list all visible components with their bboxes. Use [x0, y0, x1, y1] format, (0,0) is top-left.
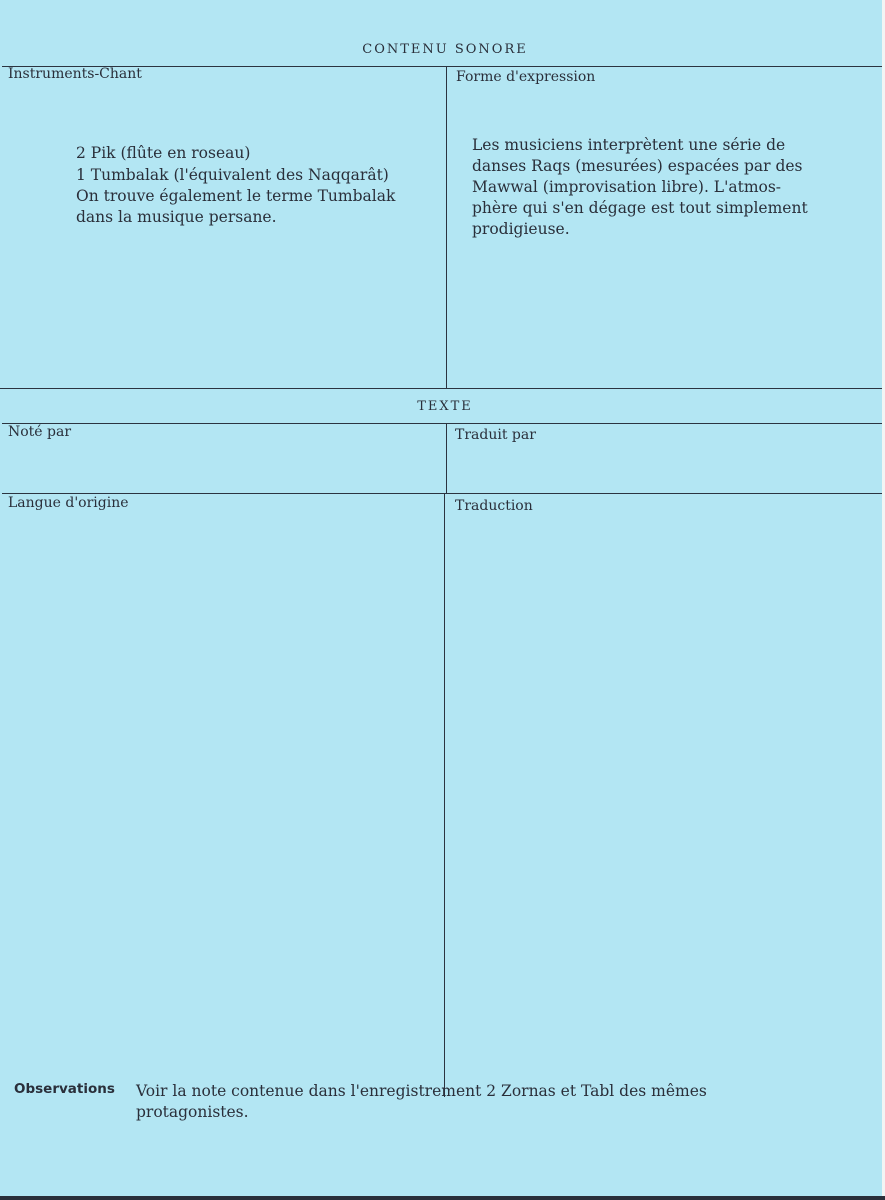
contenu-sonore-title: CONTENU SONORE — [362, 42, 528, 57]
instrument-line-1: 2 Pik (flûte en roseau) — [76, 144, 251, 162]
forme-expression-label: Forme d'expression — [456, 69, 596, 85]
divider-langue — [2, 493, 882, 494]
divider-vertical-langue — [444, 493, 445, 1097]
forme-expression-text: Les musiciens interprètent une série de danses Raqs (mesurées) espacées par des Mawwal (improvisation libre). L'atmos- phère qui s'en dégage est tout simplement prodigieuse. — [472, 136, 808, 238]
instrument-note: On trouve également le terme Tumbalak dans la musique persane. — [76, 187, 396, 226]
texte-title: TEXTE — [417, 399, 473, 414]
langue-origine-label: Langue d'origine — [8, 495, 129, 511]
instrument-line-2: 1 Tumbalak (l'équivalent des Naqqarât) — [76, 166, 389, 184]
traduction-label: Traduction — [455, 498, 533, 514]
divider-vertical-contenu — [446, 66, 447, 388]
observations-label: Observations — [14, 1081, 115, 1097]
divider-texte — [2, 423, 882, 424]
divider-vertical-texte — [446, 423, 447, 493]
page-bottom-edge — [0, 1196, 885, 1200]
observations-text: Voir la note contenue dans l'enregistrement 2 Zornas et Tabl des mêmes protagonistes. — [136, 1082, 707, 1121]
divider-contenu-bottom — [0, 388, 882, 389]
note-par-label: Noté par — [8, 424, 72, 440]
instruments-label: Instruments-Chant — [8, 66, 142, 82]
traduit-par-label: Traduit par — [455, 427, 536, 443]
